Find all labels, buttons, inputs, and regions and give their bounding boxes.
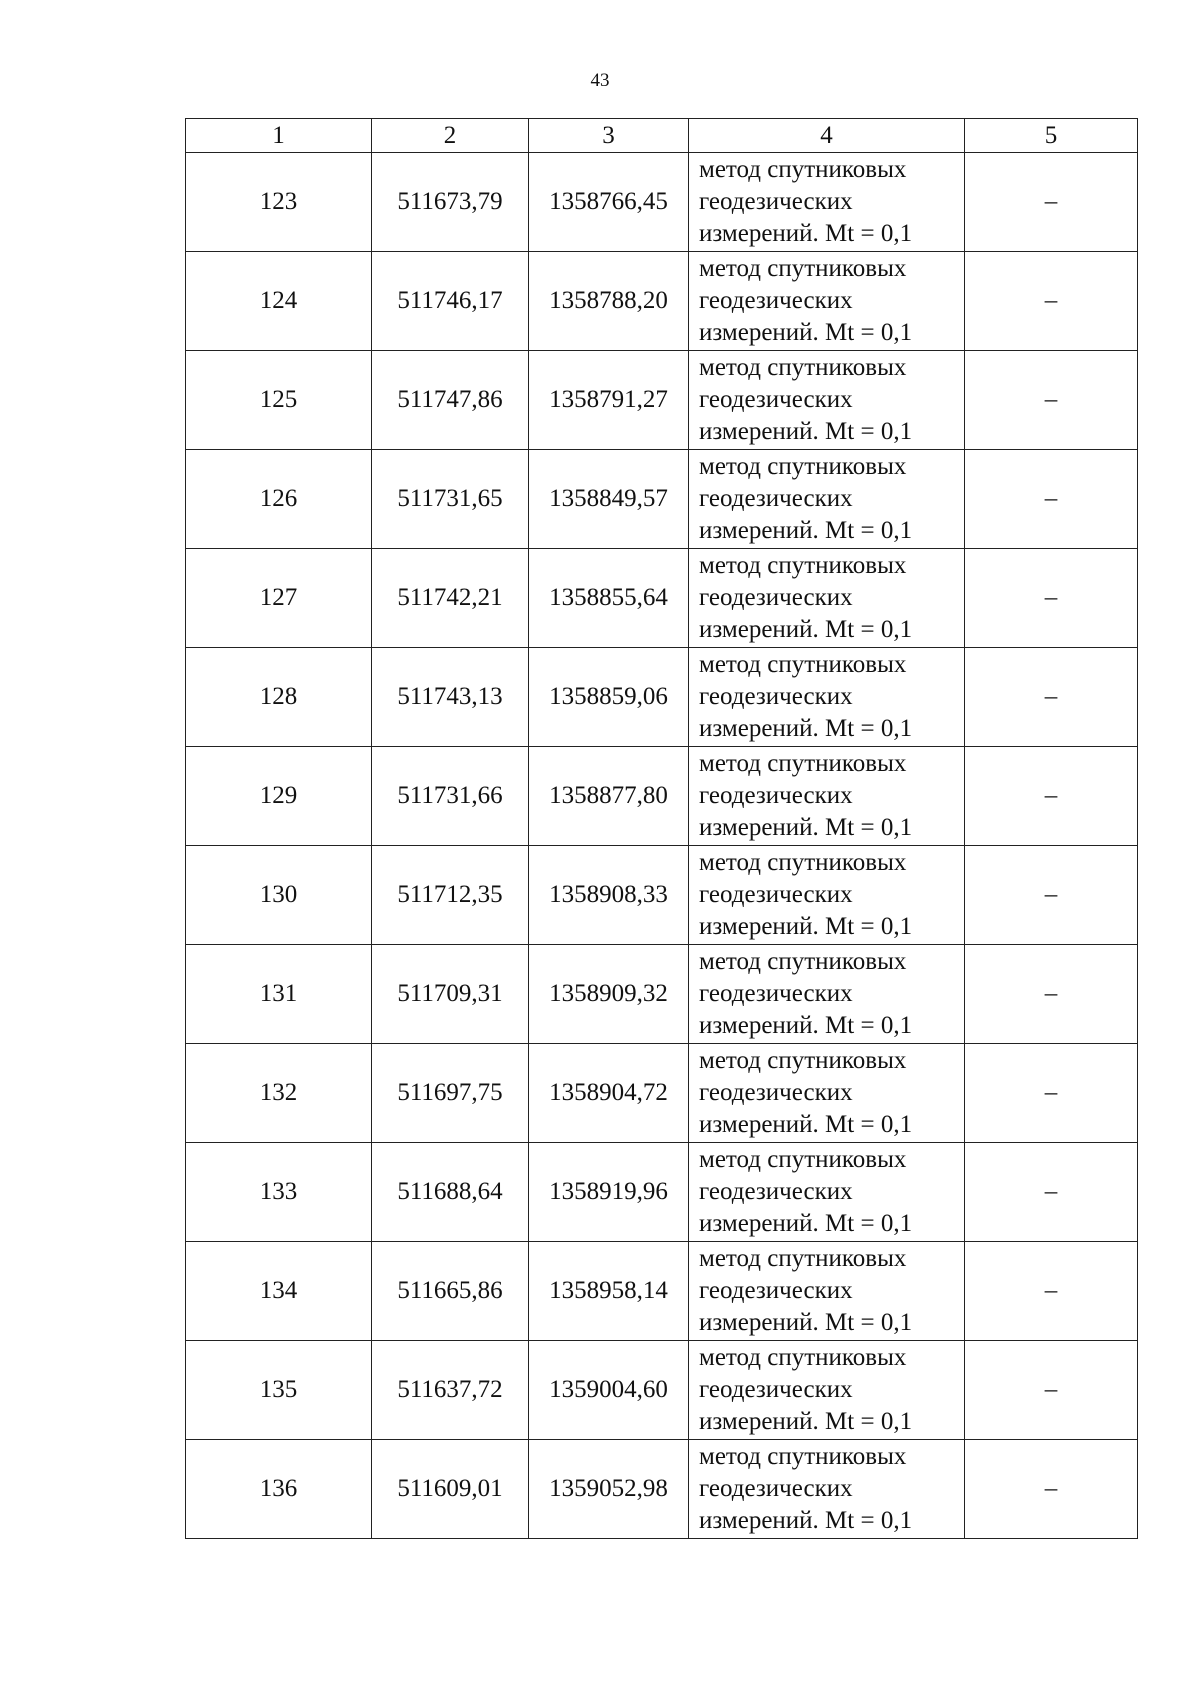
method-line: измерений. Mt = 0,1 <box>699 715 913 742</box>
table-row <box>186 351 1138 450</box>
method-line: геодезических <box>699 188 853 215</box>
method-line: метод спутниковых <box>699 849 907 876</box>
y-coordinate-cell: 1358766,45 <box>529 153 689 252</box>
point-number-cell: 128 <box>186 648 372 747</box>
method-line: измерений. Mt = 0,1 <box>699 418 913 445</box>
method-line: геодезических <box>699 683 853 710</box>
method-cell <box>689 945 965 1044</box>
method-line: геодезических <box>699 584 853 611</box>
x-coordinate-cell: 511731,65 <box>372 450 529 549</box>
note-cell: – <box>965 846 1138 945</box>
point-number-cell: 134 <box>186 1242 372 1341</box>
method-line: метод спутниковых <box>699 948 907 975</box>
method-line: геодезических <box>699 1079 853 1106</box>
point-number-cell: 135 <box>186 1341 372 1440</box>
x-coordinate-cell: 511697,75 <box>372 1044 529 1143</box>
page-number: 43 <box>590 70 610 91</box>
x-coordinate-cell: 511637,72 <box>372 1341 529 1440</box>
x-coordinate-cell: 511742,21 <box>372 549 529 648</box>
method-line: измерений. Mt = 0,1 <box>699 1210 913 1237</box>
method-line: метод спутниковых <box>699 156 907 183</box>
method-line: метод спутниковых <box>699 255 907 282</box>
method-line: метод спутниковых <box>699 354 907 381</box>
method-cell <box>689 846 965 945</box>
y-coordinate-cell: 1358958,14 <box>529 1242 689 1341</box>
method-line: измерений. Mt = 0,1 <box>699 913 913 940</box>
coordinates-table <box>185 118 1138 1539</box>
note-cell: – <box>965 450 1138 549</box>
method-line: измерений. Mt = 0,1 <box>699 1507 913 1534</box>
method-line: геодезических <box>699 1376 853 1403</box>
method-line: измерений. Mt = 0,1 <box>699 319 913 346</box>
method-line: измерений. Mt = 0,1 <box>699 1408 913 1435</box>
method-cell <box>689 351 965 450</box>
note-cell: – <box>965 252 1138 351</box>
y-coordinate-cell: 1358855,64 <box>529 549 689 648</box>
table-row <box>186 1440 1138 1539</box>
x-coordinate-cell: 511746,17 <box>372 252 529 351</box>
note-cell: – <box>965 945 1138 1044</box>
method-line: метод спутниковых <box>699 453 907 480</box>
table-row <box>186 747 1138 846</box>
y-coordinate-cell: 1358877,80 <box>529 747 689 846</box>
method-line: метод спутниковых <box>699 1047 907 1074</box>
method-cell <box>689 747 965 846</box>
table-row <box>186 1341 1138 1440</box>
point-number-cell: 133 <box>186 1143 372 1242</box>
note-cell: – <box>965 1143 1138 1242</box>
point-number-cell: 126 <box>186 450 372 549</box>
y-coordinate-cell: 1358908,33 <box>529 846 689 945</box>
point-number-cell: 124 <box>186 252 372 351</box>
method-line: измерений. Mt = 0,1 <box>699 517 913 544</box>
header-cell-5: 5 <box>965 119 1138 153</box>
method-line: метод спутниковых <box>699 651 907 678</box>
point-number-cell: 130 <box>186 846 372 945</box>
header-cell-4: 4 <box>689 119 965 153</box>
method-line: метод спутниковых <box>699 1245 907 1272</box>
x-coordinate-cell: 511688,64 <box>372 1143 529 1242</box>
method-line: метод спутниковых <box>699 750 907 777</box>
x-coordinate-cell: 511709,31 <box>372 945 529 1044</box>
y-coordinate-cell: 1359052,98 <box>529 1440 689 1539</box>
method-cell <box>689 549 965 648</box>
table-row <box>186 252 1138 351</box>
x-coordinate-cell: 511743,13 <box>372 648 529 747</box>
method-line: метод спутниковых <box>699 552 907 579</box>
table-body <box>186 153 1138 1539</box>
note-cell: – <box>965 1341 1138 1440</box>
method-cell <box>689 1341 965 1440</box>
y-coordinate-cell: 1358909,32 <box>529 945 689 1044</box>
table-row <box>186 1242 1138 1341</box>
table-row <box>186 945 1138 1044</box>
method-line: метод спутниковых <box>699 1443 907 1470</box>
y-coordinate-cell: 1358919,96 <box>529 1143 689 1242</box>
note-cell: – <box>965 747 1138 846</box>
method-line: метод спутниковых <box>699 1146 907 1173</box>
header-row <box>186 119 1138 153</box>
note-cell: – <box>965 1440 1138 1539</box>
method-line: геодезических <box>699 386 853 413</box>
point-number-cell: 136 <box>186 1440 372 1539</box>
method-line: измерений. Mt = 0,1 <box>699 814 913 841</box>
method-cell <box>689 450 965 549</box>
header-cell-2: 2 <box>372 119 529 153</box>
point-number-cell: 131 <box>186 945 372 1044</box>
x-coordinate-cell: 511712,35 <box>372 846 529 945</box>
method-line: измерений. Mt = 0,1 <box>699 1111 913 1138</box>
point-number-cell: 123 <box>186 153 372 252</box>
y-coordinate-cell: 1358791,27 <box>529 351 689 450</box>
note-cell: – <box>965 1242 1138 1341</box>
method-line: геодезических <box>699 980 853 1007</box>
note-cell: – <box>965 153 1138 252</box>
y-coordinate-cell: 1358788,20 <box>529 252 689 351</box>
method-line: измерений. Mt = 0,1 <box>699 616 913 643</box>
method-line: геодезических <box>699 485 853 512</box>
x-coordinate-cell: 511665,86 <box>372 1242 529 1341</box>
note-cell: – <box>965 549 1138 648</box>
method-cell <box>689 1242 965 1341</box>
method-line: геодезических <box>699 881 853 908</box>
table-row <box>186 1044 1138 1143</box>
note-cell: – <box>965 648 1138 747</box>
x-coordinate-cell: 511731,66 <box>372 747 529 846</box>
method-line: геодезических <box>699 1178 853 1205</box>
method-line: геодезических <box>699 1475 853 1502</box>
table-row <box>186 1143 1138 1242</box>
y-coordinate-cell: 1358859,06 <box>529 648 689 747</box>
method-line: геодезических <box>699 1277 853 1304</box>
method-line: измерений. Mt = 0,1 <box>699 1012 913 1039</box>
table-row <box>186 153 1138 252</box>
table-row <box>186 549 1138 648</box>
y-coordinate-cell: 1358849,57 <box>529 450 689 549</box>
x-coordinate-cell: 511747,86 <box>372 351 529 450</box>
method-cell <box>689 252 965 351</box>
table-header <box>186 119 1138 153</box>
method-line: измерений. Mt = 0,1 <box>699 220 913 247</box>
table-row <box>186 648 1138 747</box>
y-coordinate-cell: 1359004,60 <box>529 1341 689 1440</box>
method-line: геодезических <box>699 287 853 314</box>
method-cell <box>689 1440 965 1539</box>
method-line: измерений. Mt = 0,1 <box>699 1309 913 1336</box>
note-cell: – <box>965 1044 1138 1143</box>
header-cell-3: 3 <box>529 119 689 153</box>
point-number-cell: 127 <box>186 549 372 648</box>
header-cell-1: 1 <box>186 119 372 153</box>
x-coordinate-cell: 511673,79 <box>372 153 529 252</box>
method-cell <box>689 1044 965 1143</box>
note-cell: – <box>965 351 1138 450</box>
method-cell <box>689 648 965 747</box>
point-number-cell: 125 <box>186 351 372 450</box>
method-cell <box>689 153 965 252</box>
method-line: геодезических <box>699 782 853 809</box>
y-coordinate-cell: 1358904,72 <box>529 1044 689 1143</box>
method-line: метод спутниковых <box>699 1344 907 1371</box>
point-number-cell: 129 <box>186 747 372 846</box>
method-cell <box>689 1143 965 1242</box>
x-coordinate-cell: 511609,01 <box>372 1440 529 1539</box>
point-number-cell: 132 <box>186 1044 372 1143</box>
table-row <box>186 450 1138 549</box>
table-row <box>186 846 1138 945</box>
